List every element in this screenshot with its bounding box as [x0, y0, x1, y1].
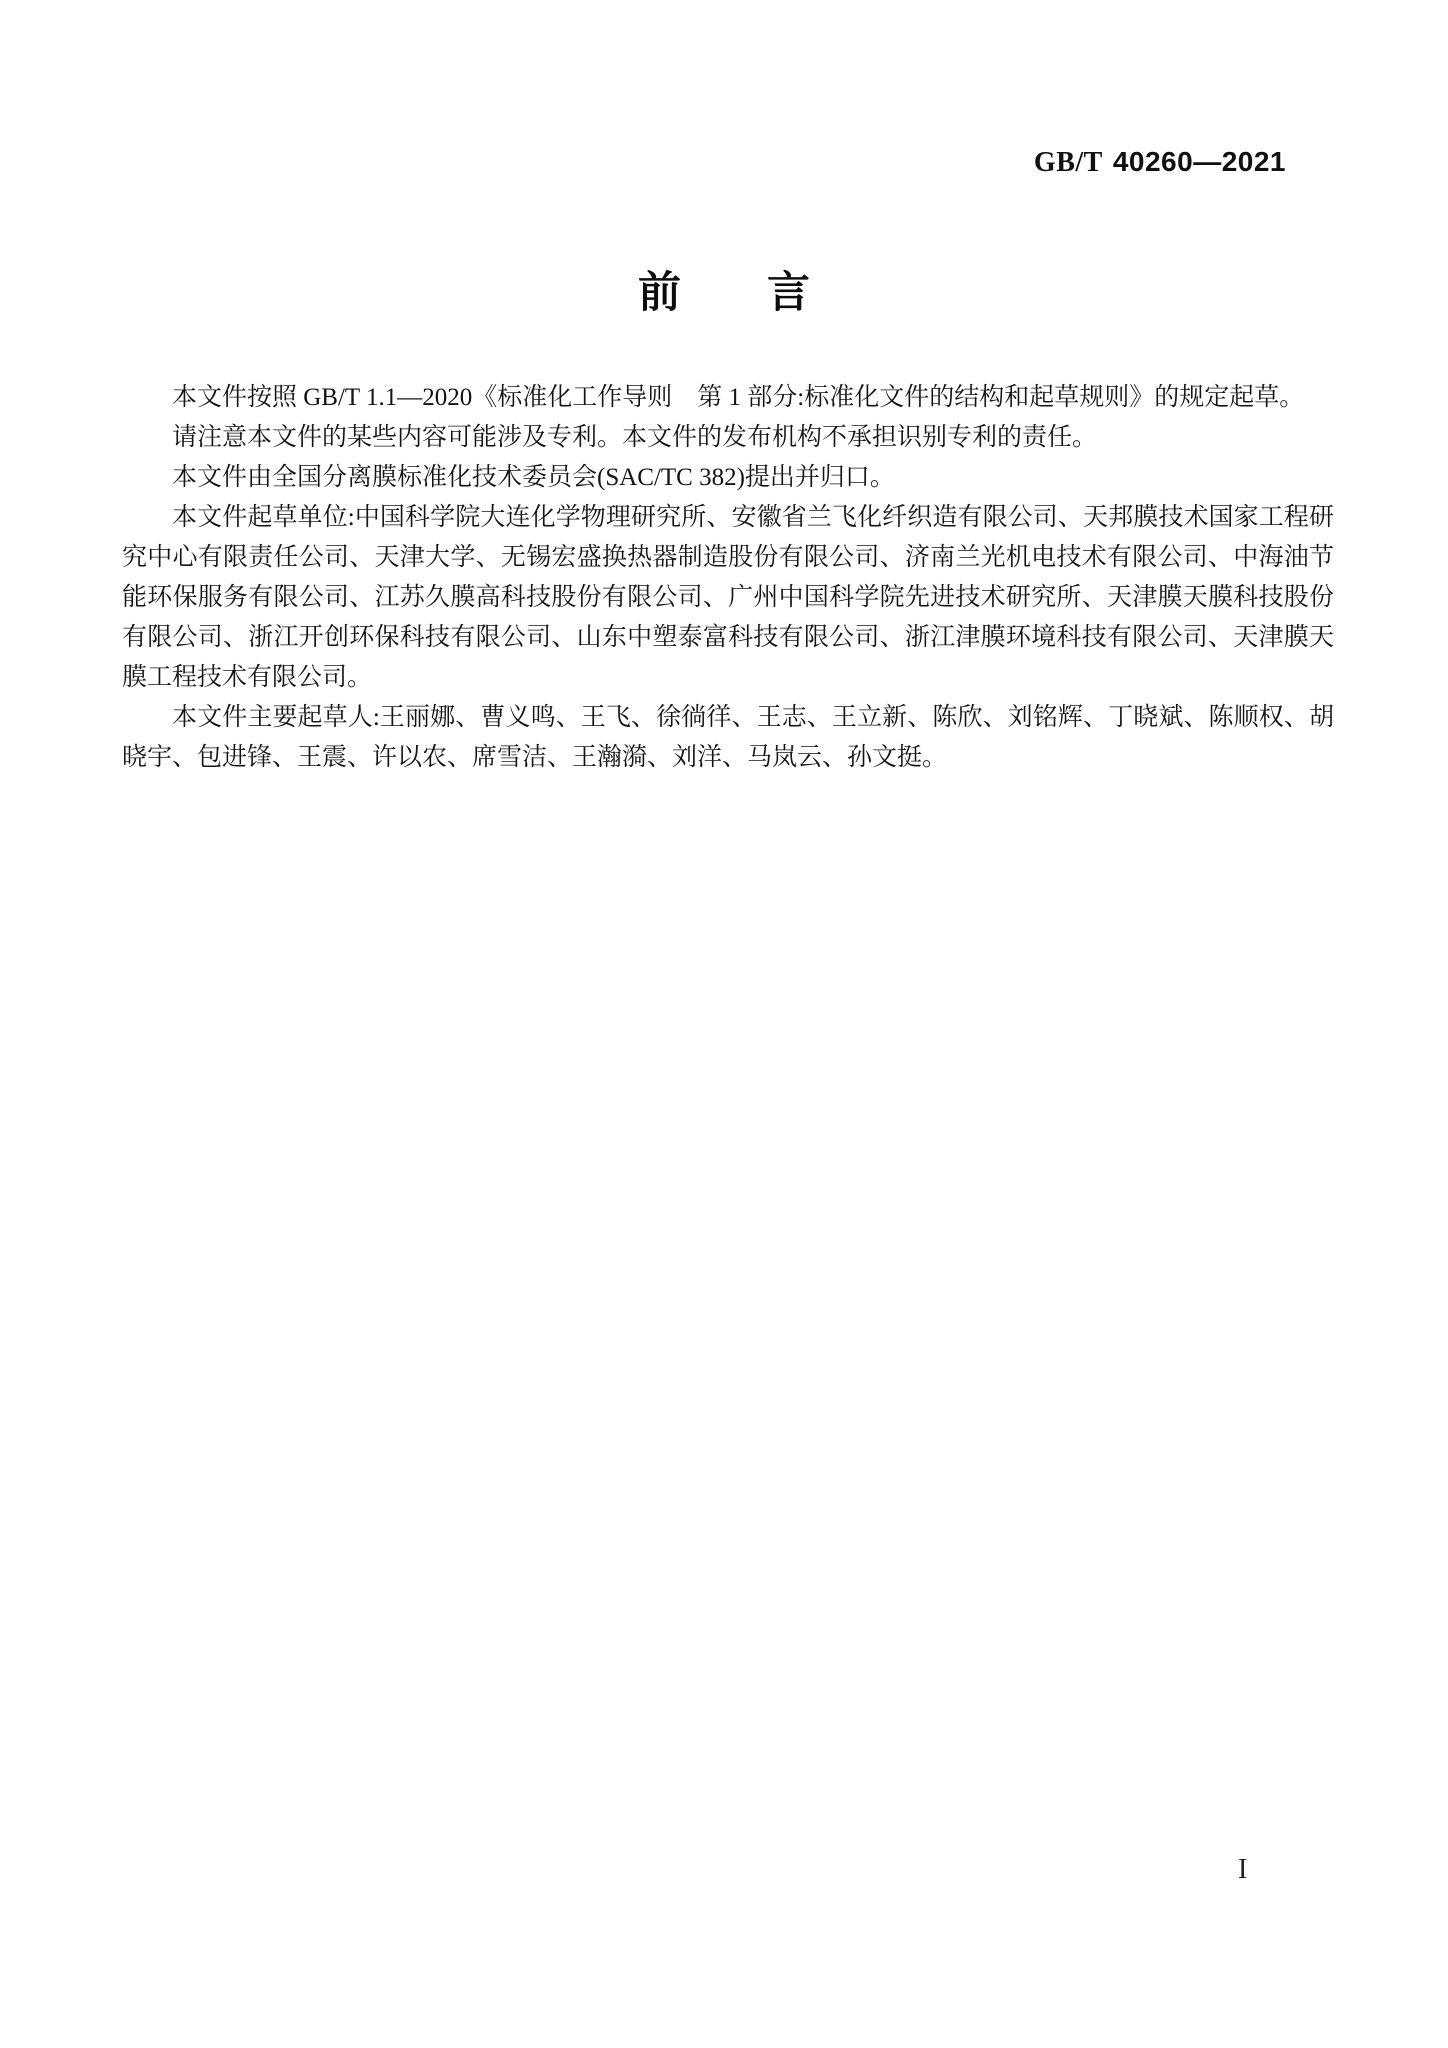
foreword-body — [122, 378, 1334, 778]
paragraph-drafting-basis: 本文件按照 GB/T 1.1—2020《标准化工作导则 第 1 部分:标准化文件的结构和起草规则》的规定起草。 — [172, 384, 1305, 411]
paragraph-drafting-organizations: 本文件起草单位:中国科学院大连化学物理研究所、安徽省兰飞化纤织造有限公司、天邦膜技术国家工程研究中心有限责任公司、天津大学、无锡宏盛换热器制造股份有限公司、济南兰光机电技术有限公司、中海油节能环保服务有限公司、江苏久膜高科技股份有限公司、广州中国科学院先进技术研究所、天津膜天膜科技股份有限公司、浙江开创环保科技有限公司、山东中塑泰富科技有限公司、浙江津膜环境科技有限公司、天津膜天膜工程技术有限公司。 — [122, 504, 1334, 691]
page-title: 前 言 — [638, 269, 810, 317]
standard-code-number: 40260—2021 — [1112, 146, 1286, 177]
page-number: I — [1238, 1854, 1248, 1885]
paragraph-patent-notice: 请注意本文件的某些内容可能涉及专利。本文件的发布机构不承担识别专利的责任。 — [172, 424, 1098, 451]
paragraph-main-drafters: 本文件主要起草人:王丽娜、曹义鸣、王飞、徐徜徉、王志、王立新、陈欣、刘铭辉、丁晓斌、陈顺权、胡晓宇、包进锋、王震、许以农、席雪洁、王瀚漪、刘洋、马岚云、孙文挺。 — [122, 704, 1334, 771]
paragraph-committee: 本文件由全国分离膜标准化技术委员会(SAC/TC 382)提出并归口。 — [172, 464, 895, 491]
standard-code-prefix: GB/T — [1033, 147, 1103, 178]
standard-code — [1034, 146, 1286, 179]
